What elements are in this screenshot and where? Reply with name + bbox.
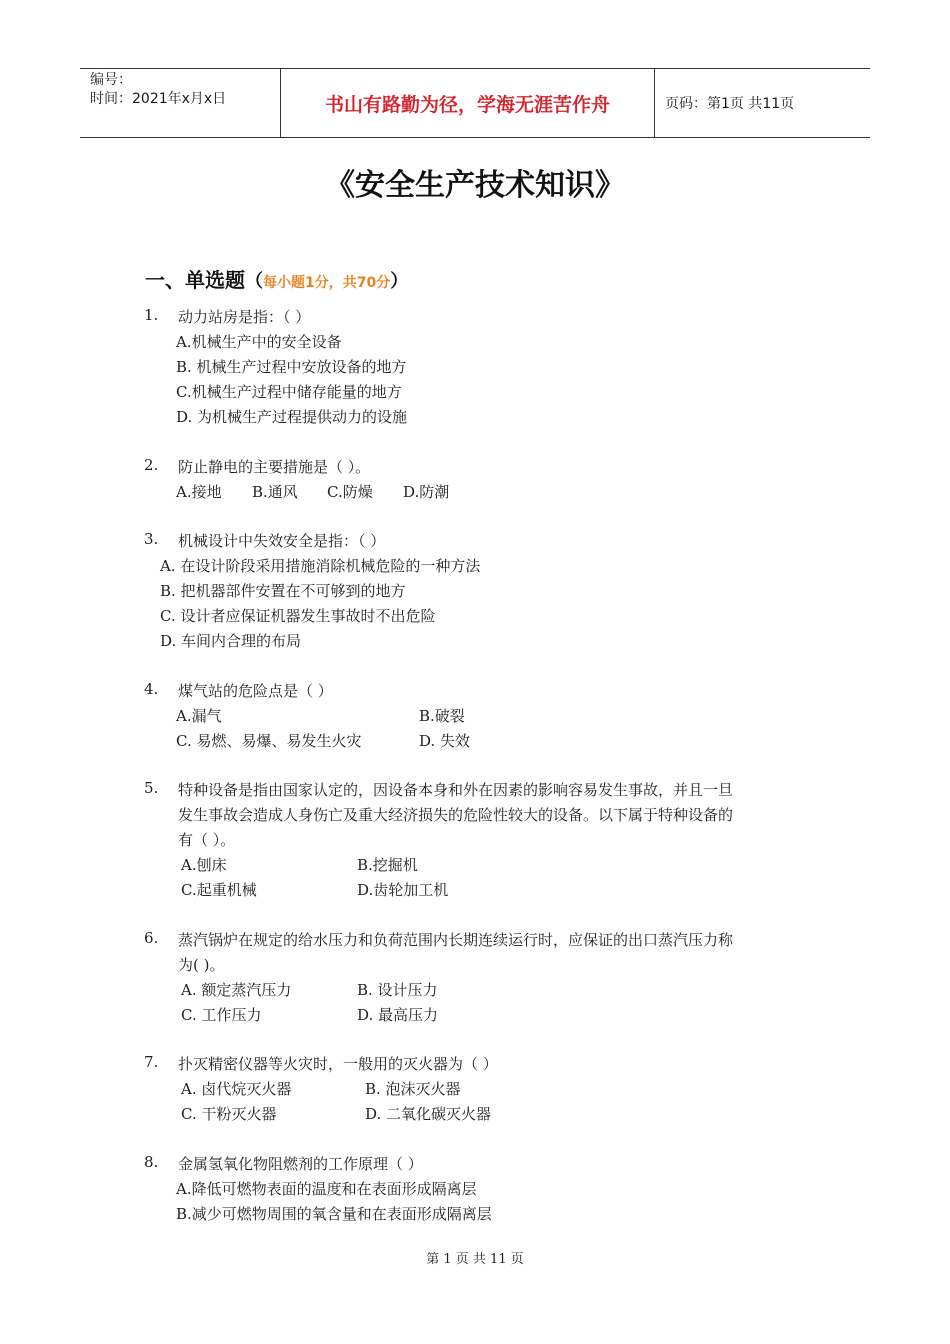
section-title: 一、单选题: [145, 268, 245, 292]
answer-option: B. 设计压力: [357, 981, 438, 999]
time-label: 时间：2021年x月x日: [90, 91, 227, 107]
answer-option: B.破裂: [419, 707, 465, 725]
answer-option: B. 泡沫灭火器: [365, 1080, 461, 1098]
answer-option: A. 卤代烷灭火器: [181, 1080, 292, 1098]
answer-option: A.机械生产中的安全设备: [176, 333, 342, 351]
answer-option: A.降低可燃物表面的温度和在表面形成隔离层: [176, 1180, 477, 1198]
answer-option: C. 易燃、易爆、易发生火灾: [176, 732, 362, 750]
question-number: 6.: [144, 929, 159, 947]
question-number: 8.: [144, 1153, 159, 1171]
header-motto: 书山有路勤为径，学海无涯苦作舟: [281, 69, 655, 137]
answer-option: D.齿轮加工机: [357, 881, 449, 899]
answer-option: C.防燥: [327, 483, 373, 501]
header-page-info: 页码：第1页 共11页: [665, 96, 795, 112]
answer-option: D.防潮: [403, 483, 450, 501]
answer-option: A. 在设计阶段采用措施消除机械危险的一种方法: [160, 557, 481, 575]
question-stem: 煤气站的危险点是（ ）: [178, 682, 333, 700]
answer-option: D. 车间内合理的布局: [160, 632, 302, 650]
answer-option: B.通风: [252, 483, 298, 501]
question-stem: 特种设备是指由国家认定的，因设备本身和外在因素的影响容易发生事故，并且一旦: [178, 781, 734, 799]
question-stem: 动力站房是指：（ ）: [178, 308, 311, 326]
question-stem: 扑灭精密仪器等火灾时，一般用的灭火器为（ ）: [178, 1055, 498, 1073]
answer-option: A.漏气: [176, 707, 222, 725]
answer-option: C.机械生产过程中储存能量的地方: [176, 383, 402, 401]
answer-option: C. 设计者应保证机器发生事故时不出危险: [160, 607, 436, 625]
question-number: 5.: [144, 779, 159, 797]
answer-option: B. 机械生产过程中安放设备的地方: [176, 358, 407, 376]
answer-option: D. 失效: [419, 732, 471, 750]
question-stem: 蒸汽锅炉在规定的给水压力和负荷范围内长期连续运行时，应保证的出口蒸汽压力称: [178, 931, 734, 949]
question-number: 3.: [144, 530, 159, 548]
question-stem: 为( )。: [178, 956, 225, 974]
section-heading: [145, 264, 408, 293]
page-footer: 第 1 页 共 11 页: [426, 1252, 524, 1267]
page-header: [80, 68, 870, 138]
question-number: 7.: [144, 1053, 159, 1071]
answer-option: A.刨床: [181, 856, 227, 874]
answer-option: C. 工作压力: [181, 1006, 262, 1024]
section-close-paren: ）: [390, 271, 409, 292]
question-number: 4.: [144, 680, 159, 698]
answer-option: D. 二氧化碳灭火器: [365, 1105, 492, 1123]
document-title: 《安全生产技术知识》: [325, 168, 625, 203]
answer-option: C.起重机械: [181, 881, 257, 899]
question-number: 1.: [144, 306, 159, 324]
answer-option: C. 干粉灭火器: [181, 1105, 277, 1123]
answer-option: A.接地: [176, 483, 222, 501]
answer-option: B.挖掘机: [357, 856, 418, 874]
answer-option: D. 为机械生产过程提供动力的设施: [176, 408, 408, 426]
answer-option: B. 把机器部件安置在不可够到的地方: [160, 582, 406, 600]
question-stem: 防止静电的主要措施是（ ）。: [178, 458, 371, 476]
question-stem: 发生事故会造成人身伤亡及重大经济损失的危险性较大的设备。以下属于特种设备的: [178, 806, 734, 824]
answer-option: B.减少可燃物周围的氧含量和在表面形成隔离层: [176, 1205, 492, 1223]
number-label: 编号：: [90, 72, 132, 88]
question-stem: 机械设计中失效安全是指：（ ）: [178, 532, 386, 550]
answer-option: D. 最高压力: [357, 1006, 439, 1024]
question-stem: 金属氢氧化物阻燃剂的工作原理（ ）: [178, 1155, 423, 1173]
section-score-note: 每小题1分，共70分: [263, 275, 391, 291]
section-open-paren: （: [245, 271, 263, 292]
answer-option: A. 额定蒸汽压力: [181, 981, 292, 999]
question-number: 2.: [144, 456, 159, 474]
header-meta: [80, 69, 281, 137]
question-stem: 有（ ）。: [178, 831, 236, 849]
